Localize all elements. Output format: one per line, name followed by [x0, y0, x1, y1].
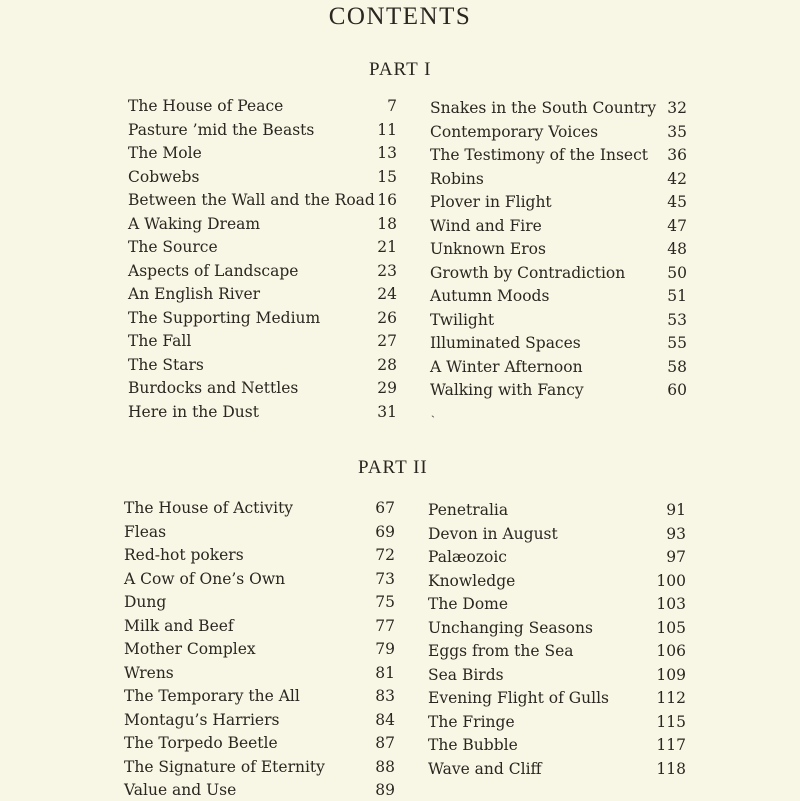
toc-entry — [124, 756, 395, 778]
toc-entry-title: Devon in August — [428, 524, 558, 543]
toc-entry-title: A Cow of One’s Own — [124, 569, 286, 588]
toc-entry — [428, 546, 686, 568]
toc-entry — [128, 377, 397, 399]
toc-entry-page: 35 — [667, 122, 687, 141]
toc-entry-page: 72 — [375, 546, 395, 564]
toc-entry-title: The Supporting Medium — [128, 308, 321, 327]
toc-entry-page: 16 — [377, 191, 397, 209]
toc-entry-page: 115 — [656, 712, 686, 731]
toc-entry-page: 26 — [377, 308, 397, 327]
toc-entry — [124, 497, 395, 519]
toc-entry — [128, 166, 397, 188]
toc-entry-page: 100 — [656, 571, 686, 590]
toc-entry-title: Knowledge — [428, 571, 516, 590]
toc-entry-page: 13 — [377, 144, 397, 162]
toc-entry-title: Mother Complex — [124, 640, 256, 658]
toc-entry-title: The House of Activity — [124, 499, 294, 517]
toc-entry-page: 88 — [375, 757, 395, 776]
toc-entry-title: Evening Flight of Gulls — [428, 689, 609, 707]
toc-entry-page: 31 — [377, 402, 397, 421]
toc-entry — [128, 142, 397, 164]
toc-entry-page: 60 — [667, 381, 687, 399]
toc-entry-title: Illuminated Spaces — [430, 334, 581, 352]
toc-entry-page: 106 — [656, 642, 686, 660]
toc-entry-title: Palæozoic — [428, 548, 507, 566]
toc-entry-page: 21 — [377, 238, 397, 256]
toc-entry-title: Between the Wall and the Road — [128, 191, 375, 209]
toc-entry-title: The Bubble — [428, 736, 518, 754]
toc-entry-page: 28 — [377, 355, 397, 374]
toc-entry-title: Cobwebs — [128, 167, 200, 186]
toc-entry-title: Burdocks and Nettles — [128, 379, 299, 397]
toc-entry — [128, 260, 397, 282]
toc-entry-title: Growth by Contradiction — [430, 263, 626, 282]
toc-entry — [124, 732, 395, 754]
toc-entry — [430, 238, 687, 260]
toc-entry-page: 84 — [375, 710, 395, 729]
toc-entry-page: 51 — [667, 287, 687, 305]
toc-entry-title: Dung — [124, 593, 167, 611]
toc-entry — [428, 523, 686, 545]
toc-entry — [124, 638, 395, 660]
toc-entry — [428, 687, 686, 709]
toc-entry — [430, 121, 687, 143]
toc-entry-page: 11 — [377, 120, 397, 139]
toc-entry — [124, 521, 395, 543]
part-one-heading: PART I — [369, 59, 432, 80]
toc-entry-title: The Fall — [128, 332, 192, 350]
toc-entry-title: Milk and Beef — [124, 616, 234, 635]
toc-entry-title: Pasture ’mid the Beasts — [128, 120, 315, 139]
toc-entry-title: Wave and Cliff — [428, 759, 542, 778]
toc-entry-title: The Stars — [128, 355, 204, 374]
toc-entry-title: Snakes in the South Country — [430, 99, 657, 117]
toc-entry-title: A Winter Afternoon — [430, 357, 583, 376]
toc-entry-page: 55 — [667, 334, 687, 352]
toc-entry-page: 117 — [656, 736, 686, 754]
part-two-heading: PART II — [358, 457, 428, 478]
toc-entry-title: Montagu’s Harriers — [124, 710, 280, 729]
toc-entry-title: Unchanging Seasons — [428, 618, 593, 637]
toc-entry — [128, 283, 397, 305]
toc-entry — [128, 119, 397, 141]
toc-entry-page: 18 — [377, 214, 397, 233]
toc-entry — [124, 591, 395, 613]
toc-entry-page: 48 — [667, 240, 687, 258]
toc-entry — [124, 709, 395, 731]
toc-entry-page: 81 — [375, 663, 395, 682]
toc-entry-page: 29 — [377, 379, 397, 397]
toc-entry — [128, 401, 397, 423]
toc-entry-page: 109 — [656, 665, 686, 684]
toc-entry-title: Fleas — [124, 522, 167, 541]
toc-entry — [430, 215, 687, 237]
toc-entry-title: An English River — [128, 285, 261, 303]
toc-entry — [128, 330, 397, 352]
toc-entry — [430, 309, 687, 331]
toc-entry — [430, 144, 687, 166]
toc-entry-title: Wrens — [124, 663, 174, 682]
toc-entry — [128, 189, 397, 211]
toc-entry-page: 27 — [377, 332, 397, 350]
toc-entry-page: 15 — [377, 167, 397, 186]
toc-entry — [430, 168, 687, 190]
toc-entry-page: 67 — [375, 499, 395, 517]
toc-entry-title: The Torpedo Beetle — [124, 734, 278, 752]
toc-entry-page: 105 — [656, 618, 686, 637]
page-title: CONTENTS — [328, 3, 472, 30]
toc-entry-title: Wind and Fire — [430, 216, 542, 235]
toc-entry-page: 83 — [375, 687, 395, 705]
toc-entry-page: 79 — [375, 640, 395, 658]
toc-entry-page: 23 — [377, 261, 397, 280]
toc-entry-title: Robins — [430, 169, 484, 188]
toc-entry-page: 47 — [667, 216, 687, 235]
toc-entry-page: 7 — [387, 97, 397, 115]
toc-entry — [428, 734, 686, 756]
toc-entry-title: The Mole — [128, 144, 202, 162]
toc-entry-title: Value and Use — [124, 781, 237, 799]
toc-entry — [428, 640, 686, 662]
toc-entry-title: The Temporary the All — [124, 687, 300, 705]
toc-entry-title: The Fringe — [428, 712, 515, 731]
stray-mark: ˏ — [431, 404, 435, 418]
toc-entry — [430, 285, 687, 307]
toc-entry-page: 53 — [667, 310, 687, 329]
toc-entry-page: 91 — [666, 501, 686, 519]
toc-entry-title: The Source — [128, 238, 218, 256]
toc-entry-title: Autumn Moods — [430, 287, 550, 305]
toc-entry-title: A Waking Dream — [128, 214, 261, 233]
toc-entry-title: The Testimony of the Insect — [430, 146, 649, 164]
toc-entry-page: 69 — [375, 522, 395, 541]
toc-entry-page: 36 — [667, 146, 687, 164]
toc-entry-title: Contemporary Voices — [430, 122, 599, 141]
toc-entry-page: 73 — [375, 569, 395, 588]
toc-entry — [428, 758, 686, 780]
toc-entry — [430, 191, 687, 213]
toc-entry-title: Eggs from the Sea — [428, 642, 574, 660]
toc-entry — [124, 685, 395, 707]
toc-entry-page: 58 — [667, 357, 687, 376]
toc-entry-page: 93 — [666, 524, 686, 543]
toc-entry-page: 45 — [667, 193, 687, 211]
toc-entry-title: Twilight — [430, 310, 495, 329]
toc-entry-page: 87 — [375, 734, 395, 752]
toc-entry — [128, 213, 397, 235]
toc-entry — [124, 779, 395, 801]
toc-entry — [124, 544, 395, 566]
toc-entry-title: Aspects of Landscape — [128, 261, 299, 280]
toc-entry-title: Penetralia — [428, 501, 509, 519]
toc-entry-title: Red-hot pokers — [124, 546, 244, 564]
toc-entry-page: 97 — [666, 548, 686, 566]
toc-entry-page: 32 — [667, 99, 687, 117]
toc-entry-page: 77 — [375, 616, 395, 635]
toc-entry — [430, 97, 687, 119]
toc-entry — [428, 711, 686, 733]
toc-entry-title: The Dome — [428, 595, 509, 613]
toc-entry — [128, 95, 397, 117]
toc-entry-title: Plover in Flight — [430, 193, 552, 211]
toc-entry-page: 103 — [656, 595, 686, 613]
toc-entry-page: 42 — [667, 169, 687, 188]
toc-entry — [128, 307, 397, 329]
toc-entry — [128, 236, 397, 258]
toc-entry — [124, 662, 395, 684]
toc-entry-page: 50 — [667, 263, 687, 282]
toc-entry — [430, 356, 687, 378]
toc-entry-title: Here in the Dust — [128, 402, 259, 421]
toc-entry — [428, 664, 686, 686]
toc-entry — [428, 593, 686, 615]
toc-entry-title: Walking with Fancy — [430, 381, 584, 399]
toc-entry-title: The House of Peace — [128, 97, 284, 115]
toc-entry — [430, 332, 687, 354]
toc-entry — [430, 379, 687, 401]
toc-entry-page: 24 — [377, 285, 397, 303]
toc-entry-page: 112 — [656, 689, 686, 707]
toc-entry-title: Sea Birds — [428, 665, 504, 684]
toc-entry-page: 89 — [375, 781, 395, 799]
toc-entry-title: Unknown Eros — [430, 240, 546, 258]
toc-entry — [428, 617, 686, 639]
toc-entry-page: 75 — [375, 593, 395, 611]
toc-entry — [430, 262, 687, 284]
toc-entry-page: 118 — [656, 759, 686, 778]
toc-entry — [124, 568, 395, 590]
toc-entry — [428, 499, 686, 521]
toc-entry — [428, 570, 686, 592]
toc-entry-title: The Signature of Eternity — [124, 757, 325, 776]
toc-entry — [124, 615, 395, 637]
toc-entry — [128, 354, 397, 376]
